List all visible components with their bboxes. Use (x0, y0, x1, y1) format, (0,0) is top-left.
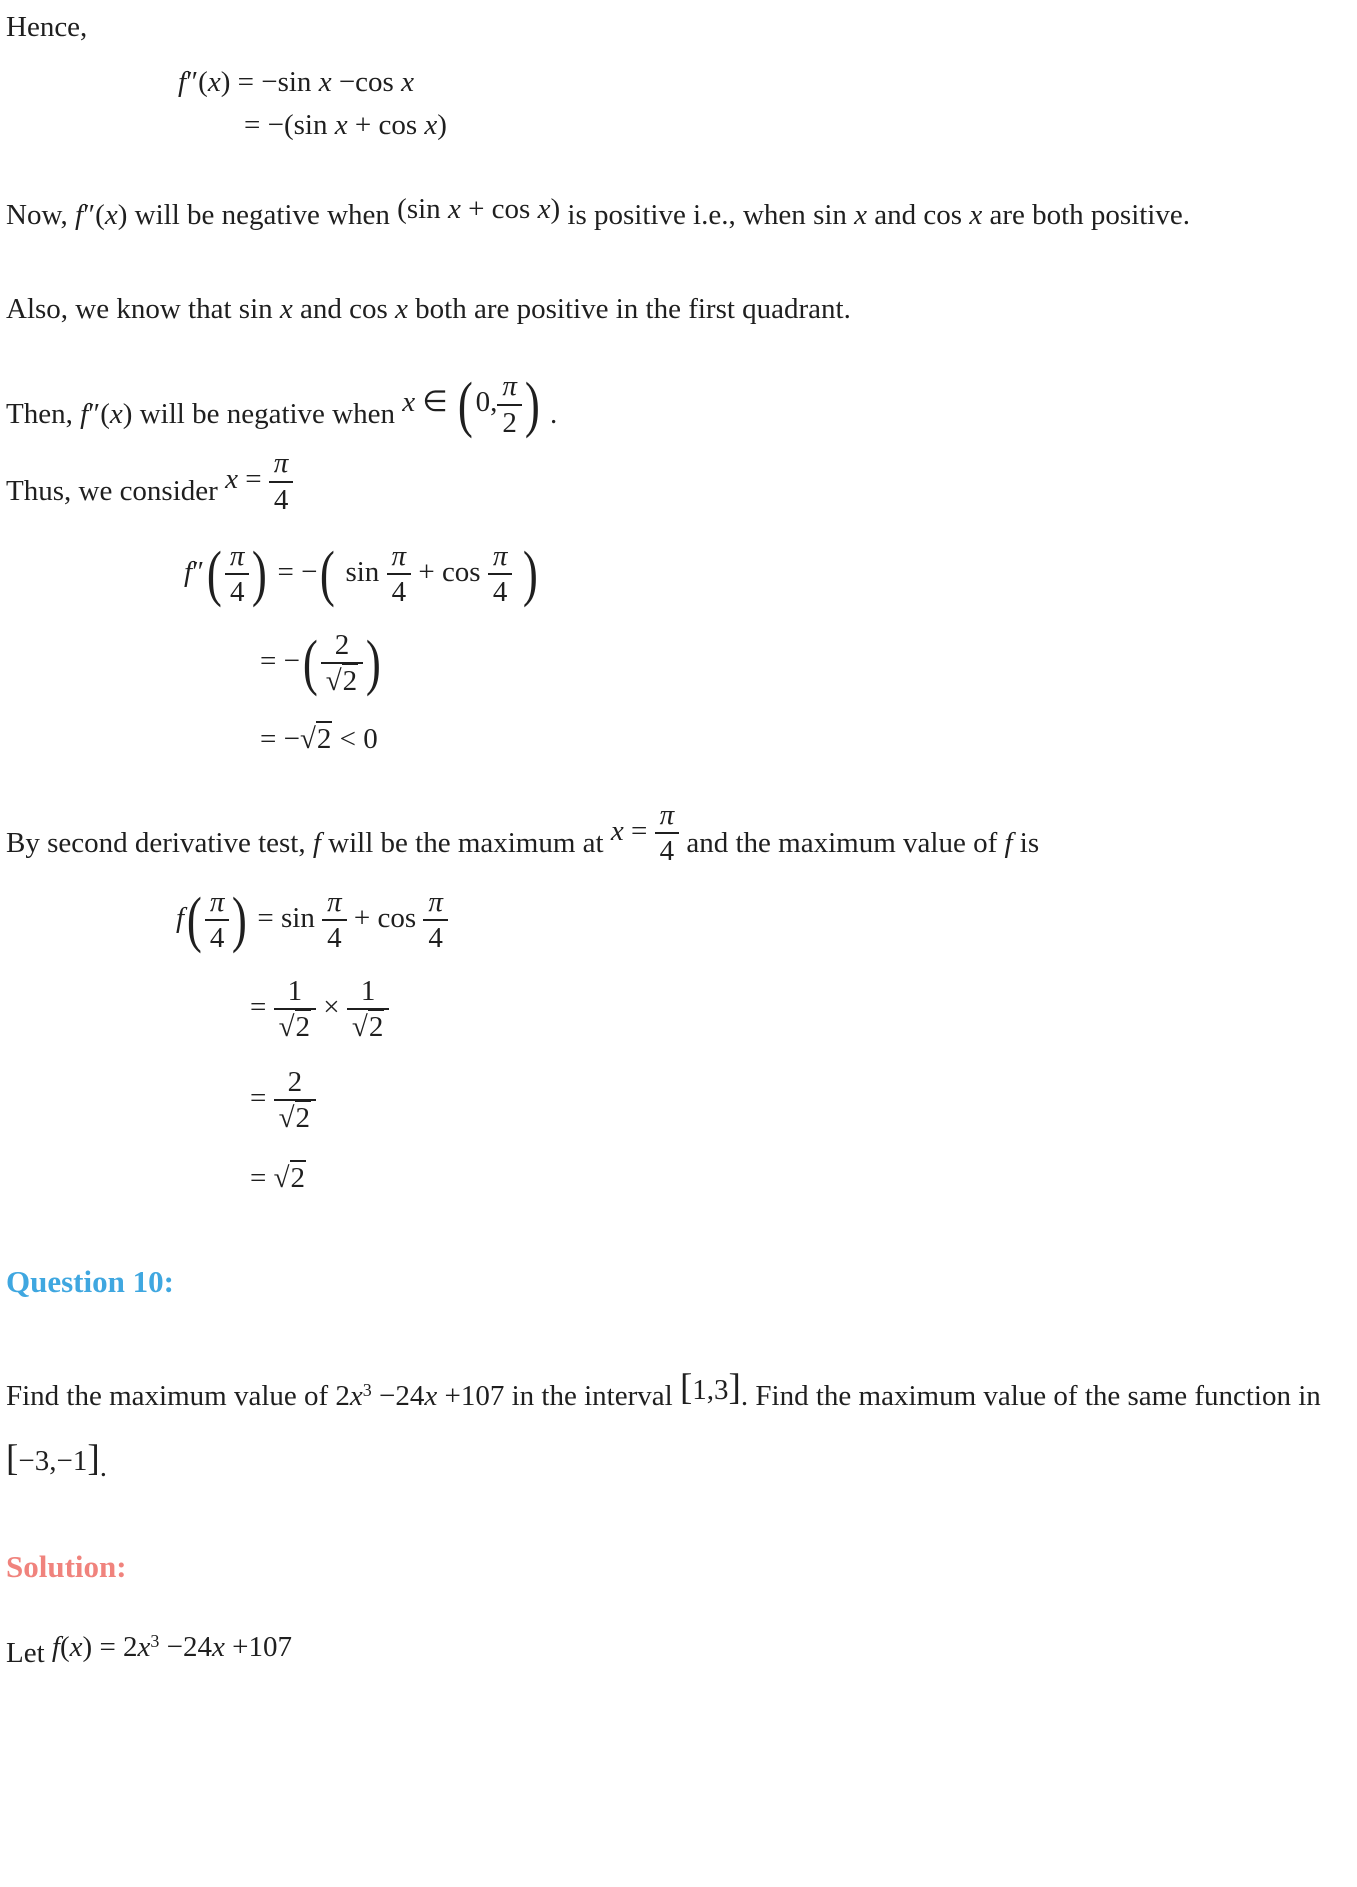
fraction-pi-4 (488, 541, 513, 608)
text-segment: are both positive. (982, 199, 1190, 232)
math-x: x (402, 386, 416, 419)
sqrt-expression (274, 1160, 306, 1194)
math-four: 4 (492, 576, 508, 609)
math-plus: + (418, 556, 435, 589)
math-minus: − (261, 65, 278, 98)
fraction-pi-4 (387, 541, 412, 608)
math-x: x (349, 1380, 363, 1413)
math-fx-definition (52, 1630, 292, 1665)
math-x: x (395, 292, 408, 325)
sqrt-expression (279, 1100, 311, 1134)
math-f: f (80, 398, 89, 431)
math-four: 4 (391, 576, 407, 609)
math-pi: π (225, 541, 250, 575)
math-minus: − (379, 1380, 396, 1413)
sqrt-two (274, 1010, 316, 1042)
math-f: f (178, 65, 187, 98)
math-x: x (104, 199, 118, 232)
math-pi: π (488, 541, 513, 575)
math-two: 2 (295, 1011, 311, 1044)
text-segment: . (542, 398, 558, 431)
math-minus: − (301, 556, 318, 589)
math-f: f (51, 1631, 60, 1664)
math-two: 2 (274, 1067, 316, 1101)
math-sin: sin (280, 902, 315, 934)
text-segment: both are positive in the first quadrant. (407, 292, 851, 325)
fraction-2-sqrt2 (274, 1067, 316, 1134)
math-equals: = (257, 902, 274, 934)
math-lparen: ( (283, 108, 294, 141)
math-sin: sin (293, 108, 328, 141)
math-one: 1 (274, 976, 316, 1010)
math-sin: sin (238, 292, 273, 325)
math-pi: π (423, 887, 448, 921)
text-segment: Now, (6, 199, 76, 232)
math-f: f (1004, 827, 1013, 860)
math-zero: 0 (475, 386, 491, 419)
math-minus: − (283, 644, 300, 677)
math-lbracket: [ (6, 1438, 19, 1480)
math-two: 2 (295, 1102, 311, 1135)
math-radical: √ (278, 1102, 295, 1135)
math-x: x (137, 1631, 151, 1664)
text-segment: is (1012, 827, 1040, 860)
math-x: x (537, 193, 551, 226)
hence-text (6, 6, 1347, 50)
math-plus: + (232, 1631, 249, 1664)
math-rparen: ) (82, 1631, 93, 1664)
math-equals: = (244, 108, 261, 141)
math-cos: cos (491, 193, 531, 226)
paragraph-question-10 (6, 1353, 1347, 1495)
math-lparen: ( (198, 65, 208, 98)
fraction-pi-4 (225, 541, 250, 608)
fraction-pi-4 (269, 448, 294, 515)
math-lparen: ( (397, 193, 407, 226)
math-cube-exponent: 3 (362, 1380, 372, 1401)
text-segment: will be negative when (127, 199, 398, 232)
math-less-than: < (339, 722, 356, 755)
math-x: x (610, 815, 624, 848)
math-lparen: ( (95, 199, 105, 232)
fraction-2-sqrt2 (321, 630, 363, 697)
math-four: 4 (428, 922, 443, 955)
math-minus: − (166, 1631, 184, 1664)
math-pi: π (269, 448, 294, 482)
math-two: 2 (321, 630, 363, 664)
text-segment: . (99, 1451, 107, 1484)
math-interval-0-pi2: x ∈ ( 0, $\frac{\pi}{2}$ ) (402, 369, 540, 439)
math-rbracket: ] (728, 1367, 741, 1409)
paragraph-then (6, 371, 1347, 438)
math-double-prime: ″ (192, 556, 205, 589)
fraction-pi-4 (655, 800, 680, 867)
paragraph-now (6, 188, 1347, 238)
math-cos: cos (923, 199, 963, 232)
math-107: 107 (460, 1380, 505, 1413)
math-f: f (176, 902, 185, 934)
math-lparen: ( (100, 398, 110, 431)
math-pi: π (322, 887, 347, 921)
fraction-1-sqrt2 (347, 976, 389, 1043)
text-segment: and (292, 292, 350, 325)
math-radical: √ (273, 1161, 290, 1194)
math-cos: cos (355, 65, 394, 98)
text-segment: Let (6, 1637, 52, 1670)
math-lparen: ( (59, 1631, 70, 1664)
math-plus: + (354, 108, 372, 141)
equation-one-over-sqrt2-times (250, 976, 1347, 1043)
math-rbracket: ] (87, 1438, 100, 1480)
math-plus: + (353, 902, 371, 934)
math-sin: sin (345, 556, 380, 589)
math-24: 24 (183, 1631, 213, 1664)
math-radical: √ (325, 665, 342, 698)
math-times: × (323, 990, 340, 1023)
math-x: x (69, 1631, 83, 1664)
math-f: f (312, 827, 321, 860)
equation-f-at-pi4: f( $\frac{\pi}{4}$ ) = sin $\frac{\pi}{4}$ + cos $\frac{\pi}{4}$ (176, 887, 1347, 954)
sqrt-expression (352, 1009, 384, 1043)
text-segment: Find the maximum value of (6, 1380, 336, 1413)
paragraph-let-fx (6, 1630, 1347, 1671)
fraction-pi-4 (205, 887, 230, 954)
math-cos: cos (441, 556, 481, 589)
math-x: x (447, 193, 461, 226)
math-double-prime: ″ (186, 65, 199, 98)
equation-2-over-sqrt2 (250, 1067, 1347, 1134)
math-rparen: ) (122, 398, 133, 431)
equation-minus-sqrt2-lt-0 (260, 723, 1347, 756)
fraction-1-sqrt2 (274, 976, 316, 1043)
sqrt-expression (300, 721, 332, 755)
math-equals: = (250, 1161, 267, 1194)
equation-fpp-at-pi4: f″( $\frac{\pi}{4}$ ) = −( sin $\frac{\pi}{4}$ + cos $\frac{\pi}{4}$ ) (184, 539, 538, 609)
math-pi: π (497, 371, 522, 405)
math-pi: π (387, 541, 412, 575)
math-x: x (318, 65, 332, 98)
math-minus: − (283, 722, 300, 755)
fraction-pi-4 (423, 887, 448, 954)
interval-values: −3,−1 (18, 1445, 88, 1478)
math-equals: = (245, 463, 262, 496)
math-x: x (207, 65, 221, 98)
math-equals: = (250, 990, 267, 1023)
math-interval-m3-m1 (6, 1424, 100, 1495)
equation-minus-2-over-sqrt2: = −( $\frac{2}{√2}$ ) (260, 628, 382, 698)
paragraph-thus (6, 448, 1347, 515)
math-rparen: ) (437, 108, 447, 141)
math-one: 1 (347, 976, 389, 1010)
math-f: f (184, 556, 193, 589)
text-segment: Then, (6, 398, 81, 431)
math-x: x (334, 108, 348, 141)
math-equals: = (260, 722, 277, 755)
math-cube-exponent: 3 (150, 1631, 160, 1652)
math-sin: sin (277, 65, 312, 98)
solution-heading-label: Solution: (6, 1548, 127, 1584)
paragraph-second-derivative-test (6, 800, 1347, 867)
text-segment: will be negative when (132, 398, 403, 431)
math-four: 4 (659, 835, 675, 868)
math-lbracket: [ (679, 1367, 693, 1409)
math-equals: = (277, 556, 294, 589)
math-double-prime: ″ (83, 199, 96, 232)
fraction-pi-4 (322, 887, 347, 954)
math-equals: = (260, 644, 277, 677)
math-x: x (854, 199, 868, 232)
math-pi: π (655, 800, 680, 834)
math-two: 2 (335, 1380, 350, 1413)
math-two: 2 (316, 722, 332, 755)
math-two: 2 (123, 1631, 138, 1664)
math-rparen: ) (220, 65, 231, 98)
math-x: x (109, 398, 123, 431)
sqrt-two (347, 1010, 389, 1042)
paragraph-also (6, 288, 1347, 332)
math-x: x (424, 108, 438, 141)
math-equals: = (630, 815, 648, 848)
text-segment: Thus, we consider (6, 475, 226, 508)
text-segment: and the maximum value of (679, 827, 1005, 860)
text-segment: . Find the maximum value of the same function in (740, 1380, 1321, 1413)
math-107: 107 (248, 1631, 292, 1664)
math-x: x (279, 292, 293, 325)
math-plus: + (468, 193, 485, 226)
math-cos: cos (378, 108, 418, 141)
text-segment: will be the maximum at (320, 827, 611, 860)
math-comma: , (490, 386, 498, 419)
math-f: f (75, 199, 84, 232)
math-sinx-plus-cosx (397, 188, 560, 232)
math-24: 24 (395, 1380, 425, 1413)
math-two: 2 (502, 406, 517, 439)
math-four: 4 (209, 922, 225, 955)
math-cos: cos (377, 902, 417, 934)
math-equals: = (237, 65, 254, 98)
question-heading (6, 1259, 1347, 1306)
math-element-of: ∈ (422, 386, 448, 419)
question-heading-label: Question 10: (6, 1263, 174, 1299)
sqrt-two (274, 1101, 316, 1133)
math-x-equals-pi4 (225, 448, 293, 515)
math-rparen: ) (117, 199, 128, 232)
math-double-prime: ″ (88, 398, 101, 431)
math-minus: − (267, 108, 284, 141)
sqrt-expression (279, 1009, 311, 1043)
math-radical: √ (299, 722, 316, 755)
text-segment: By second derivative test, (6, 827, 313, 860)
interval-values: 1,3 (692, 1374, 729, 1407)
text-segment: and (867, 199, 924, 232)
math-radical: √ (278, 1011, 295, 1044)
sqrt-two (321, 664, 363, 696)
solution-heading (6, 1544, 1347, 1591)
math-x: x (969, 199, 983, 232)
math-sin: sin (813, 199, 847, 232)
math-rparen: ) (550, 193, 561, 226)
math-minus: − (338, 65, 356, 98)
math-radical: √ (351, 1011, 368, 1044)
text-segment: is positive i.e., when (560, 199, 814, 232)
math-cos: cos (349, 292, 388, 325)
equation-fpp-definition (178, 66, 1347, 99)
text-segment: Also, we know that (6, 292, 239, 325)
math-plus: + (444, 1380, 461, 1413)
math-x-equals-pi4 (611, 800, 679, 867)
math-sin: sin (406, 193, 441, 226)
equation-sqrt2 (250, 1162, 1347, 1195)
math-four: 4 (273, 483, 289, 516)
equation-fpp-factored (244, 109, 1347, 142)
math-x: x (225, 463, 238, 496)
hence-label: Hence, (6, 11, 88, 43)
math-equals: = (250, 1081, 267, 1114)
math-two: 2 (290, 1161, 306, 1194)
math-pi: π (205, 887, 230, 921)
math-two: 2 (342, 665, 358, 698)
math-polynomial (335, 1380, 504, 1412)
sqrt-expression (326, 663, 358, 697)
text-segment: in the interval (504, 1380, 680, 1413)
fraction-pi-2 (497, 371, 522, 438)
math-zero: 0 (363, 722, 378, 755)
math-two: 2 (368, 1011, 384, 1044)
math-x: x (401, 65, 414, 98)
math-equals: = (99, 1631, 116, 1664)
math-four: 4 (229, 576, 245, 609)
math-x: x (212, 1631, 225, 1664)
math-x: x (424, 1380, 438, 1413)
math-interval-1-3 (680, 1353, 741, 1424)
math-four: 4 (327, 922, 342, 955)
